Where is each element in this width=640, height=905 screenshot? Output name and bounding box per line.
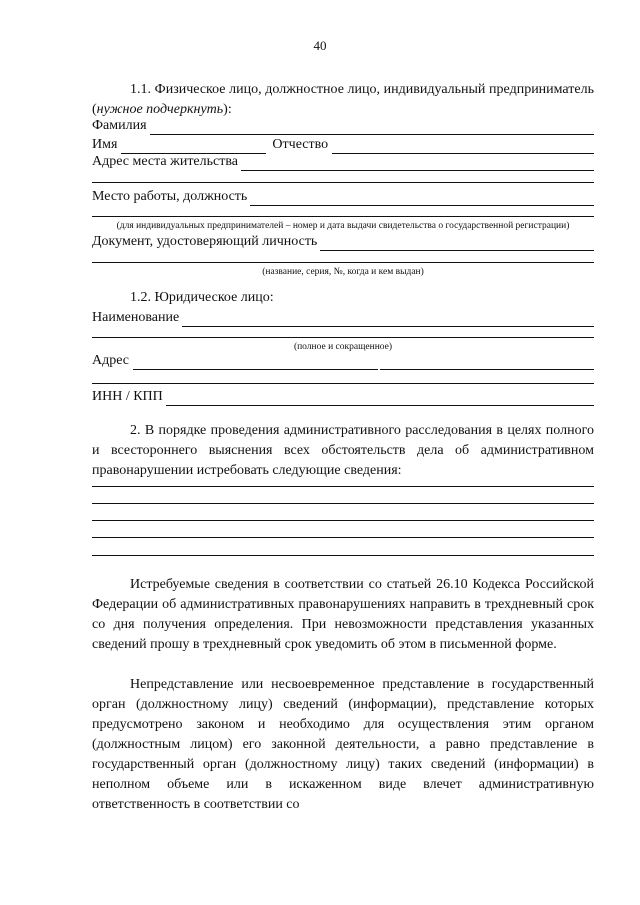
name-blank[interactable]	[121, 139, 266, 154]
patronymic-blank[interactable]	[332, 139, 594, 154]
requested-info-line-2[interactable]	[92, 503, 594, 504]
name-patronymic-row	[92, 136, 594, 154]
section-1-1-intro: 1.1. Физическое лицо, должностное лицо, индивидуальный предприниматель (нужное подчеркнуть):	[92, 82, 594, 117]
inn-kpp-field[interactable]	[92, 388, 594, 406]
requested-info-line-1[interactable]	[92, 486, 594, 487]
surname-label: Фамилия	[92, 118, 147, 133]
org-address-continuation-line[interactable]	[92, 383, 594, 384]
org-name-continuation-line[interactable]	[92, 337, 594, 338]
work-continuation-line[interactable]	[92, 216, 594, 217]
id-document-field[interactable]	[92, 233, 594, 251]
org-address-field[interactable]	[92, 352, 594, 370]
patronymic-label: Отчество	[272, 137, 329, 152]
entrepreneur-note: (для индивидуальных предпринимателей – номер и дата выдачи свидетельства о государственной регистрации)	[116, 221, 570, 231]
work-label: Место работы, должность	[92, 189, 248, 204]
org-name-note: (полное и сокращенное)	[293, 342, 393, 352]
inn-kpp-blank[interactable]	[166, 391, 594, 406]
id-document-continuation-line[interactable]	[92, 262, 594, 263]
id-document-label: Документ, удостоверяющий личность	[92, 234, 318, 249]
surname-field[interactable]	[92, 117, 594, 135]
requested-info-line-5[interactable]	[92, 555, 594, 556]
org-address-blank-2[interactable]	[380, 355, 594, 370]
surname-blank[interactable]	[150, 120, 594, 135]
address-blank[interactable]	[241, 156, 594, 171]
section-1-2-heading: 1.2. Юридическое лицо:	[130, 290, 274, 305]
work-field[interactable]	[92, 188, 594, 206]
org-address-blank-1[interactable]	[133, 355, 378, 370]
name-label: Имя	[92, 137, 118, 152]
org-name-blank[interactable]	[182, 312, 594, 327]
id-document-blank[interactable]	[320, 236, 594, 251]
page-number: 40	[313, 38, 327, 53]
address-label: Адрес места жительства	[92, 154, 238, 169]
address-field[interactable]	[92, 153, 594, 171]
org-name-label: Наименование	[92, 310, 180, 325]
section-2-text: 2. В порядке проведения административного расследования в целях полного и всестороннего выяснения всех обстоятельств дела об административном правонарушении истребовать следующие сведения:	[92, 423, 594, 478]
requested-info-line-3[interactable]	[92, 520, 594, 521]
org-address-label: Адрес	[92, 353, 130, 368]
address-continuation-line[interactable]	[92, 182, 594, 183]
work-blank[interactable]	[250, 191, 594, 206]
requested-info-line-4[interactable]	[92, 537, 594, 538]
inn-kpp-label: ИНН / КПП	[92, 389, 163, 404]
id-document-note: (название, серия, №, когда и кем выдан)	[262, 267, 424, 277]
paragraph-2: Непредставление или несвоевременное представление в государственный орган (должностному лицу) сведений (информации), представление которых предусмотрено законом и необходимо для осуществления этим органом (должностным лицом) его законной деятельности, а равно представление в государственный орган (должностному лицу) таких сведений (информации) в неполном объеме или в искаженном виде влечет административную ответственность в соответствии со	[92, 677, 594, 812]
intro-italic: нужное подчеркнуть	[96, 102, 224, 117]
org-name-field[interactable]	[92, 309, 594, 327]
paragraph-1: Истребуемые сведения в соответствии со статьей 26.10 Кодекса Российской Федерации об административных правонарушениях направить в трехдневный срок со дня получения определения. При невозможности представления указанных сведений прошу в трехдневный срок уведомить об этом в письменной форме.	[92, 577, 594, 652]
